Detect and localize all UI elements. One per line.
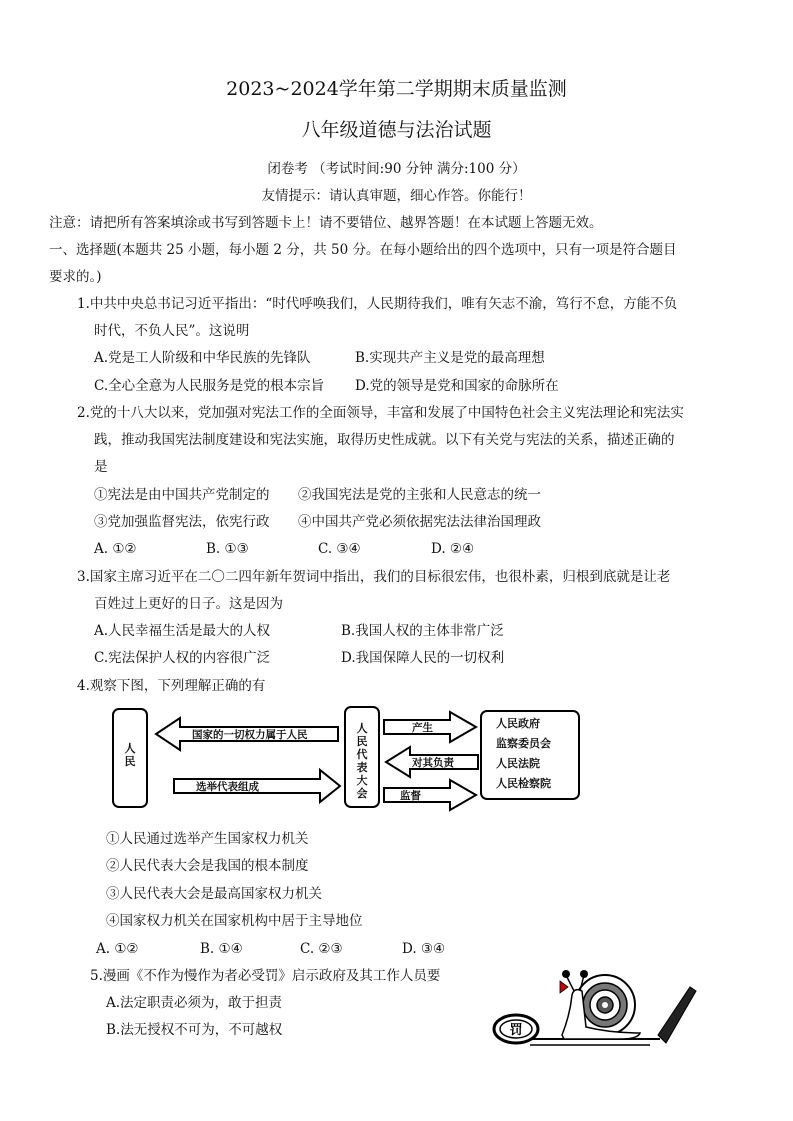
q2-stem-line2: 践，推动我国宪法制度建设和宪法实施，取得历史性成就。以下有关党与宪法的关系，描述正确的 xyxy=(94,432,675,448)
q1-stem-line1: 1.中共中央总书记习近平指出：“时代呼唤我们，人民期待我们，唯有矢志不渝，笃行不怠，方能不负 xyxy=(77,296,678,312)
congress-box xyxy=(344,706,380,808)
people-label: 人 民 xyxy=(124,742,136,768)
q4-option-a: A. ①② xyxy=(96,941,139,957)
exam-info: 闭卷考 （考试时间:90 分钟 满分:100 分） xyxy=(267,161,526,177)
q1-option-b: B.实现共产主义是党的最高理想 xyxy=(355,350,545,366)
q5-option-a: A.法定职责必须为，敢于担责 xyxy=(106,995,283,1011)
section-intro-line2: 要求的。) xyxy=(49,269,102,285)
q2-option-c: C. ③④ xyxy=(318,541,361,557)
q2-statement-4: ④中国共产党必须依据宪法法律治国理政 xyxy=(298,514,541,530)
q1-option-a: A.党是工人阶级和中华民族的先锋队 xyxy=(94,350,311,366)
label-responsible: 对其负责 xyxy=(412,757,454,769)
exam-subtitle: 八年级道德与法治试题 xyxy=(301,119,492,141)
arrow-supervise xyxy=(384,780,476,810)
q3-stem-line2: 百姓过上更好的日子。这是因为 xyxy=(94,596,283,612)
q2-option-d: D. ②④ xyxy=(431,541,475,557)
section-intro-line1: 一、选择题(本题共 25 小题，每小题 2 分，共 50 分。在每小题给出的四个选项中，只有一项是符合题目 xyxy=(49,242,677,258)
q2-option-b: B. ①③ xyxy=(206,541,249,557)
state-power-diagram xyxy=(100,700,590,812)
q4-option-c: C. ②③ xyxy=(300,941,343,957)
q2-statement-2: ②我国宪法是党的主张和人民意志的统一 xyxy=(298,487,541,503)
label-elect-representatives: 选举代表组成 xyxy=(196,781,259,793)
q3-option-a: A.人民幸福生活是最大的人权 xyxy=(94,623,271,639)
label-supervise: 监督 xyxy=(400,790,421,802)
q1-option-d: D.党的领导是党和国家的命脉所在 xyxy=(355,378,559,394)
exam-notice: 注意：请把所有答案填涂或书写到答题卡上！请不要错位、越界答题！在本试题上答题无效。 xyxy=(49,215,603,231)
organ-procuratorate: 人民检察院 xyxy=(496,777,551,790)
q2-stem-line3: 是 xyxy=(94,459,108,475)
q2-statement-1: ①宪法是由中国共产党制定的 xyxy=(94,487,270,503)
q4-stem: 4.观察下图，下列理解正确的有 xyxy=(77,678,266,694)
q2-statement-3: ③党加强监督宪法，依宪行政 xyxy=(94,514,270,530)
q5-option-b: B.法无授权不可为，不可越权 xyxy=(106,1022,283,1038)
snail-cartoon xyxy=(490,965,700,1055)
q4-statement-1: ①人民通过选举产生国家权力机关 xyxy=(106,831,309,847)
q3-stem-line1: 3.国家主席习近平在二〇二四年新年贺词中指出，我们的目标很宏伟，也很朴素，归根到底就是让老 xyxy=(77,569,671,585)
q3-option-b: B.我国人权的主体非常广泛 xyxy=(341,623,504,639)
q2-stem-line1: 2.党的十八大以来，党加强对宪法工作的全面领导，丰富和发展了中国特色社会主义宪法理论和宪法实 xyxy=(77,405,684,421)
exam-tip: 友情提示：请认真审题，细心作答。你能行！ xyxy=(261,188,532,204)
q2-option-a: A. ①② xyxy=(94,541,137,557)
q1-stem-line2: 时代，不负人民”。这说明 xyxy=(94,323,250,339)
q3-option-c: C.宪法保护人权的内容很广泛 xyxy=(94,650,271,666)
organ-court: 人民法院 xyxy=(496,757,540,770)
q1-option-c: C.全心全意为人民服务是党的根本宗旨 xyxy=(94,378,325,394)
organ-supervision-commission: 监察委员会 xyxy=(496,737,551,750)
state-organs-box xyxy=(480,710,580,800)
q4-option-b: B. ①④ xyxy=(200,941,243,957)
snail-cartoon-drawing xyxy=(490,965,700,1055)
organ-government: 人民政府 xyxy=(496,717,540,730)
exam-title: 2023~2024学年第二学期期末质量监测 xyxy=(226,78,567,100)
q4-option-d: D. ③④ xyxy=(402,941,446,957)
q4-statement-2: ②人民代表大会是我国的根本制度 xyxy=(106,858,309,874)
penalty-char: 罚 xyxy=(509,1023,523,1038)
label-power-belongs-to-people: 国家的一切权力属于人民 xyxy=(192,729,308,741)
q4-statement-3: ③人民代表大会是最高国家权力机关 xyxy=(106,886,322,902)
congress-label: 人 民 代 表 大 会 xyxy=(356,722,368,800)
q5-stem: 5.漫画《不作为慢作为者必受罚》启示政府及其工作人员要 xyxy=(90,968,441,984)
q4-statement-4: ④国家权力机关在国家机构中居于主导地位 xyxy=(106,913,363,929)
q3-option-d: D.我国保障人民的一切权利 xyxy=(341,650,505,666)
label-produce: 产生 xyxy=(412,722,433,734)
